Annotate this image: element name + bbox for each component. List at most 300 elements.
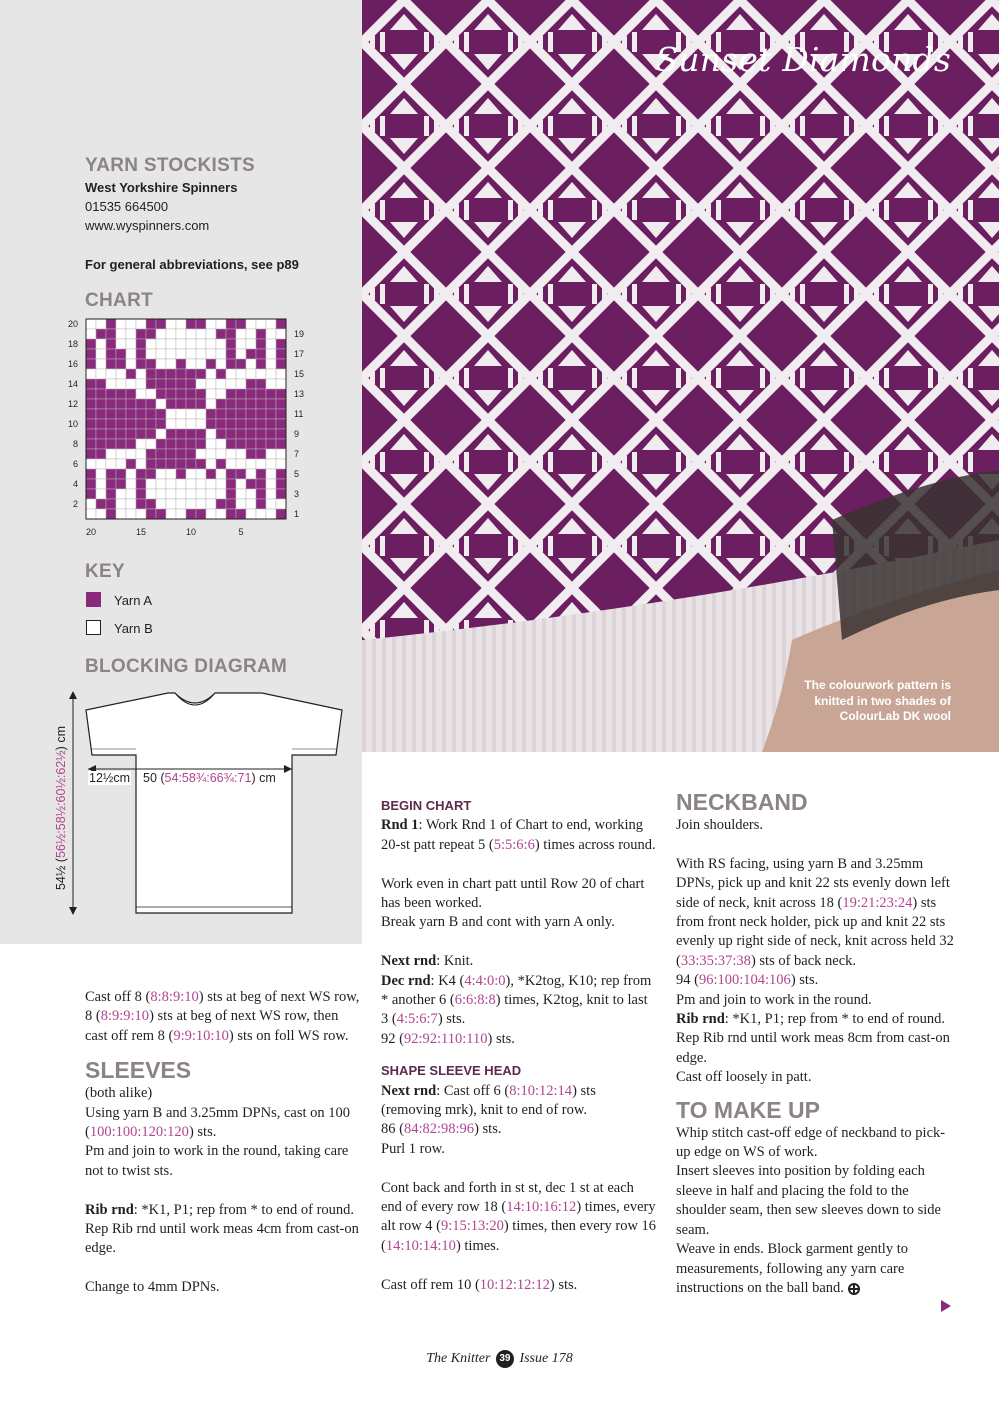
end-of-pattern-icon	[848, 1283, 860, 1295]
chart-cell	[176, 449, 186, 459]
chart-cell	[206, 479, 216, 489]
chart-cell	[256, 389, 266, 399]
chart-cell	[216, 359, 226, 369]
neck-cast-off: Cast off loosely in patt.	[676, 1069, 812, 1086]
chart-cell	[176, 489, 186, 499]
chart-row-label: 19	[294, 329, 305, 339]
chart-cell	[226, 469, 236, 479]
chart-cell	[276, 329, 286, 339]
chart-cell	[186, 469, 196, 479]
body-height-prefix: 54½ (	[54, 858, 68, 891]
chart-cell	[146, 379, 156, 389]
chart-cell	[196, 509, 206, 519]
chart-cell	[116, 409, 126, 419]
chart-cell	[236, 429, 246, 439]
chart-cell	[216, 449, 226, 459]
chart-cell	[126, 449, 136, 459]
chart-cell	[206, 349, 216, 359]
chart-cell	[206, 419, 216, 429]
sleeves-rib-rnd	[85, 1201, 360, 1220]
text-run: ) sts of back neck.	[750, 952, 857, 969]
chart-cell	[176, 369, 186, 379]
chart-cell	[166, 479, 176, 489]
chart-cell	[266, 319, 276, 329]
chart-cell	[186, 449, 196, 459]
chart-cell	[246, 389, 256, 399]
chart-cell	[186, 379, 196, 389]
chart-cell	[246, 399, 256, 409]
size-values: 33:35:37:38	[680, 952, 751, 969]
chart-cell	[176, 349, 186, 359]
chart-cell	[136, 389, 146, 399]
chart-cell	[156, 359, 166, 369]
size-values: 4:4:0:0	[464, 972, 506, 989]
chart-cell	[116, 459, 126, 469]
chart-cell	[266, 409, 276, 419]
chart-cell	[206, 339, 216, 349]
chart-cell	[216, 419, 226, 429]
stockist-company: West Yorkshire Spinners	[85, 180, 238, 195]
chart-cell	[176, 319, 186, 329]
neck-rib-rep: Rep Rib rnd until work meas 8cm from cast-on edge.	[676, 1030, 950, 1066]
chart-cell	[276, 349, 286, 359]
chart-cell	[236, 499, 246, 509]
chart-row-label: 2	[72, 499, 78, 509]
chart-cell	[236, 399, 246, 409]
chart-cell	[216, 379, 226, 389]
chart-cell	[86, 469, 96, 479]
chart-cell	[246, 499, 256, 509]
chart-cell	[196, 379, 206, 389]
chart-cell	[266, 469, 276, 479]
stockist-phone: 01535 664500	[85, 199, 169, 214]
chart-cell	[136, 439, 146, 449]
chart-cell	[276, 489, 286, 499]
chart-cell	[186, 409, 196, 419]
chart-cell	[116, 359, 126, 369]
neckband-heading: NECKBAND	[676, 789, 808, 815]
chart-cell	[136, 469, 146, 479]
text-run: 94 (	[676, 972, 699, 989]
chart-cell	[266, 459, 276, 469]
rib-text: : *K1, P1; rep from * to end of round.	[133, 1201, 355, 1218]
blocking-diagram-heading: BLOCKING DIAGRAM	[85, 656, 288, 677]
chart-cell	[196, 369, 206, 379]
chart-cell	[276, 379, 286, 389]
chart-cell	[116, 499, 126, 509]
sleeves-join: Pm and join to work in the round, taking care not to twist sts.	[85, 1143, 349, 1179]
chart-cell	[136, 339, 146, 349]
chart-cell	[146, 449, 156, 459]
chart-cell	[86, 399, 96, 409]
chart-cell	[246, 369, 256, 379]
chart-cell	[156, 329, 166, 339]
chart-cell	[196, 469, 206, 479]
footer-issue: Issue 178	[519, 1351, 573, 1367]
sleeves-note: (both alike)	[85, 1085, 153, 1102]
chart-cell	[86, 329, 96, 339]
chart-row-label: 14	[67, 379, 78, 389]
change-needles: Change to 4mm DPNs.	[85, 1279, 220, 1296]
chart-cell	[236, 349, 246, 359]
begin-chart-heading: BEGIN CHART	[381, 798, 472, 813]
size-values: 8:8:9:10	[150, 989, 199, 1005]
chart-cell	[256, 439, 266, 449]
chart-cell	[256, 509, 266, 519]
chart-row-label: 9	[294, 429, 300, 439]
chart-cell	[116, 419, 126, 429]
sleeve-width-label: 12½cm	[89, 771, 130, 785]
chart-cell	[236, 379, 246, 389]
chart-cell	[246, 439, 256, 449]
chart-cell	[86, 419, 96, 429]
chart-cell	[166, 429, 176, 439]
chart-cell	[136, 509, 146, 519]
chart-cell	[106, 399, 116, 409]
text-run: 86 (	[381, 1121, 404, 1138]
chart-cell	[106, 449, 116, 459]
chart-cell	[176, 329, 186, 339]
chart-row-label: 12	[67, 399, 78, 409]
chart-cell	[206, 499, 216, 509]
chart-cell	[276, 339, 286, 349]
chart-cell	[246, 429, 256, 439]
chart-cell	[226, 349, 236, 359]
chart-cell	[146, 349, 156, 359]
chart-cell	[276, 439, 286, 449]
chart-cell	[226, 479, 236, 489]
chart-cell	[236, 319, 246, 329]
chart-cell	[166, 409, 176, 419]
chart-cell	[86, 479, 96, 489]
size-values: 14:10:16:12	[506, 1199, 577, 1216]
chart-cell	[116, 349, 126, 359]
text-run: ) sts.	[474, 1121, 502, 1138]
chart-cell	[246, 489, 256, 499]
chart-cell	[266, 429, 276, 439]
abbreviations-note: For general abbreviations, see p89	[85, 257, 299, 272]
chart-cell	[256, 479, 266, 489]
body-height-label	[54, 708, 68, 908]
chart-row-label: 5	[294, 469, 300, 479]
chart-cell	[156, 349, 166, 359]
chart-cell	[196, 389, 206, 399]
chart-cell	[126, 479, 136, 489]
chart-cell	[186, 489, 196, 499]
chart-cell	[256, 319, 266, 329]
chart-cell	[176, 339, 186, 349]
chart-cell	[206, 399, 216, 409]
chart-cell	[86, 439, 96, 449]
text-run: ) times.	[455, 1237, 500, 1254]
chart-cell	[216, 399, 226, 409]
chart-cell	[236, 509, 246, 519]
chart-cell	[86, 429, 96, 439]
chart-cell	[196, 339, 206, 349]
chart-cell	[276, 469, 286, 479]
chart-cell	[96, 479, 106, 489]
chart-cell	[96, 439, 106, 449]
photo-caption: The colourwork pattern is knitted in two shades of ColourLab DK wool	[804, 678, 951, 723]
neck-rib-rnd	[676, 1010, 954, 1029]
chart-cell	[226, 449, 236, 459]
chart-cell	[166, 339, 176, 349]
chart-cell	[216, 389, 226, 399]
chart-cell	[96, 389, 106, 399]
shape-result	[381, 1120, 657, 1139]
chart-cell	[86, 349, 96, 359]
chart-cell	[116, 469, 126, 479]
chart-cell	[156, 389, 166, 399]
chart-cell	[126, 379, 136, 389]
chart-cell	[106, 479, 116, 489]
makeup-step-2: Insert sleeves into position by folding each sleeve in half and placing the fold to the shoulder seam, then sew sleeves down to side seam.	[676, 1163, 941, 1238]
chart-cell	[146, 479, 156, 489]
chart-cell	[276, 369, 286, 379]
text-run: : Knit.	[436, 953, 474, 970]
chart-cell	[236, 369, 246, 379]
makeup-step-3	[676, 1240, 954, 1298]
chart-cell	[256, 449, 266, 459]
to-make-up-heading: TO MAKE UP	[676, 1096, 820, 1123]
chart-cell	[86, 379, 96, 389]
chart-cell	[276, 459, 286, 469]
chart-row-label: 13	[294, 389, 305, 399]
chart-cell	[96, 509, 106, 519]
chart-cell	[226, 339, 236, 349]
chart-cell	[276, 479, 286, 489]
shape-sleeve-head-heading: SHAPE SLEEVE HEAD	[381, 1063, 522, 1079]
chart-cell	[266, 349, 276, 359]
text-run: Using yarn B and 3.25mm DPNs, cast on 100 (	[85, 1104, 351, 1141]
chart-cell	[176, 469, 186, 479]
chart-cell	[106, 349, 116, 359]
chart-cell	[166, 379, 176, 389]
body-height-suffix: ) cm	[54, 726, 68, 751]
chart-cell	[116, 489, 126, 499]
sleeves-rib-rep: Rep Rib rnd until work meas 4cm from cast-on edge.	[85, 1221, 359, 1257]
chart-cell	[186, 399, 196, 409]
cast-off-rem	[381, 1276, 657, 1295]
chart-cell	[196, 329, 206, 339]
chart-row-label: 17	[294, 349, 305, 359]
chart-cell	[96, 409, 106, 419]
chart-cell	[276, 419, 286, 429]
page-footer	[0, 1350, 999, 1368]
chart-cell	[206, 489, 216, 499]
chart-cell	[166, 489, 176, 499]
chart-cell	[236, 359, 246, 369]
chart-cell	[116, 399, 126, 409]
chart-cell	[166, 389, 176, 399]
chart-cell	[146, 339, 156, 349]
chart-cell	[186, 459, 196, 469]
sleeves-cast-on	[85, 1104, 360, 1143]
chart-cell	[86, 489, 96, 499]
text-run: With RS facing, using yarn B and 3.25mm DPNs, pick up and knit 22 sts evenly down left side of neck, knit across 18 (	[676, 855, 950, 911]
chart-cell	[196, 359, 206, 369]
chart-cell	[136, 399, 146, 409]
chart-row-label: 16	[67, 359, 78, 369]
chart-cell	[156, 429, 166, 439]
chart-cell	[256, 379, 266, 389]
chart-cell	[176, 359, 186, 369]
join-shoulders: Join shoulders.	[676, 817, 763, 833]
chart-cell	[116, 429, 126, 439]
chart-cell	[256, 489, 266, 499]
text-run: ) sts.	[188, 1124, 217, 1141]
text-run: : Work Rnd 1 of Chart to end, working 20-st patt repeat 5 (	[381, 817, 643, 853]
cont-paragraph	[381, 1179, 657, 1257]
dec-rnd	[381, 972, 657, 1030]
chart-cell	[96, 339, 106, 349]
makeup-step-1: Whip stitch cast-off edge of neckband to pick-up edge on WS of work.	[676, 1124, 946, 1161]
yarn-b-swatch	[86, 620, 101, 635]
chart-cell	[236, 419, 246, 429]
chart-cell	[166, 459, 176, 469]
chart-cell	[106, 469, 116, 479]
text-run: ), *K2tog, K10; rep from * another 6 (	[381, 972, 652, 1009]
height-arrow-down-icon	[69, 907, 77, 915]
chart-cell	[186, 499, 196, 509]
size-values: 9:15:13:20	[441, 1218, 504, 1235]
chart-cell	[136, 479, 146, 489]
chart-cell	[86, 389, 96, 399]
chart-cell	[126, 369, 136, 379]
chart-cell	[246, 319, 256, 329]
text-run: : K4 (	[430, 972, 465, 989]
chart-cell	[256, 469, 266, 479]
chart-cell	[166, 329, 176, 339]
stockist-website[interactable]: www.wyspinners.com	[85, 218, 210, 233]
chart-cell	[156, 369, 166, 379]
chart-cell	[86, 499, 96, 509]
chart-cell	[106, 359, 116, 369]
chart-cell	[256, 459, 266, 469]
chart-cell	[226, 489, 236, 499]
chart-cell	[206, 369, 216, 379]
chart-cell	[136, 319, 146, 329]
chart-cell	[176, 379, 186, 389]
chart-cell	[256, 369, 266, 379]
chart-cell	[166, 439, 176, 449]
chart-column-label: 15	[135, 527, 147, 537]
chart-cell	[96, 459, 106, 469]
chart-cell	[216, 439, 226, 449]
chart-cell	[216, 429, 226, 439]
chart-cell	[256, 329, 266, 339]
chart-cell	[86, 409, 96, 419]
chart-cell	[276, 499, 286, 509]
photo-illustration	[362, 0, 999, 752]
chart-cell	[106, 389, 116, 399]
chart-cell	[216, 319, 226, 329]
chart-cell	[216, 329, 226, 339]
text-run: ) times across round.	[534, 836, 656, 853]
chart-cell	[226, 419, 236, 429]
chart-cell	[236, 459, 246, 469]
text-run: Cast off 8 (	[85, 989, 151, 1005]
text-run: ) sts.	[487, 1030, 515, 1047]
chart-cell	[96, 369, 106, 379]
chart-cell	[206, 459, 216, 469]
chart-column-label: 20	[85, 527, 97, 537]
chart-cell	[226, 499, 236, 509]
chart-cell	[106, 429, 116, 439]
chart-cell	[106, 319, 116, 329]
chart-cell	[236, 329, 246, 339]
text-run: ) times, K2tog, knit to last 3 (	[381, 992, 648, 1028]
chart-cell	[136, 359, 146, 369]
chart-row-label: 6	[72, 459, 78, 469]
chart-cell	[196, 419, 206, 429]
body-height-sizes: 56½:58½:60½:62½	[54, 750, 68, 859]
chart-cell	[86, 369, 96, 379]
chart-cell	[186, 359, 196, 369]
dec-result	[381, 1030, 657, 1049]
chart-cell	[226, 389, 236, 399]
size-values: 100:100:120:120	[89, 1124, 189, 1141]
chart-cell	[106, 379, 116, 389]
chart-cell	[236, 449, 246, 459]
chart-cell	[116, 339, 126, 349]
chart-cell	[266, 489, 276, 499]
chart-cell	[216, 409, 226, 419]
chart-cell	[176, 429, 186, 439]
chart-cell	[116, 389, 126, 399]
chart-cell	[206, 329, 216, 339]
chart-cell	[206, 359, 216, 369]
chart-cell	[176, 439, 186, 449]
chart-cell	[206, 379, 216, 389]
yarn-a-swatch	[86, 592, 101, 607]
chart-cell	[136, 449, 146, 459]
chart-cell	[116, 379, 126, 389]
chart-row-label: 10	[67, 419, 78, 429]
chart-cell	[176, 419, 186, 429]
chart-cell	[246, 409, 256, 419]
chart-cell	[176, 409, 186, 419]
chart-cell	[106, 329, 116, 339]
body-width-suffix: ) cm	[251, 771, 276, 785]
chart-cell	[246, 359, 256, 369]
chart-cell	[116, 509, 126, 519]
chart-cell	[216, 479, 226, 489]
chart-cell	[86, 359, 96, 369]
chart-row-label: 7	[294, 449, 300, 459]
text-run: ) times, then every row 16 (	[381, 1218, 657, 1254]
chart-cell	[116, 449, 126, 459]
yarn-a-label: Yarn A	[114, 593, 153, 608]
chart-cell	[266, 389, 276, 399]
chart-cell	[236, 389, 246, 399]
chart-cell	[196, 489, 206, 499]
column-2	[381, 796, 657, 1295]
chart-cell	[146, 489, 156, 499]
chart-cell	[156, 379, 166, 389]
chart-cell	[106, 339, 116, 349]
chart-cell	[226, 369, 236, 379]
chart-cell	[166, 419, 176, 429]
chart-cell	[266, 379, 276, 389]
chart-cell	[156, 319, 166, 329]
chart-cell	[196, 499, 206, 509]
chart-cell	[156, 489, 166, 499]
chart-cell	[96, 329, 106, 339]
chart-cell	[136, 369, 146, 379]
chart-cell	[106, 419, 116, 429]
chart-cell	[176, 459, 186, 469]
